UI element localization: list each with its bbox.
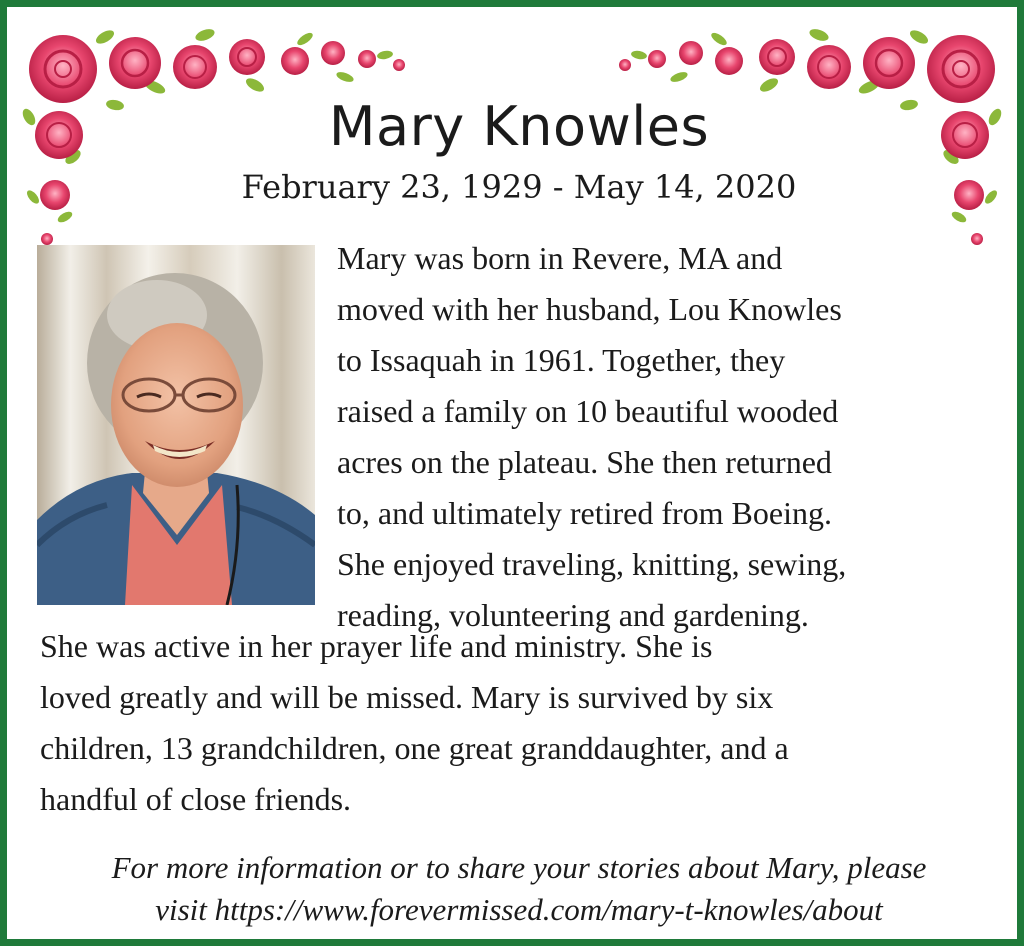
portrait-photo <box>37 245 315 605</box>
text-line: raised a family on 10 beautiful wooded <box>337 393 839 429</box>
text-line: to Issaquah in 1961. Together, they <box>337 342 786 378</box>
text-line: loved greatly and will be missed. Mary is survived by six <box>40 679 774 715</box>
more-info-note <box>7 847 1024 931</box>
portrait-illustration <box>37 245 315 605</box>
text-line: She was active in her prayer life and ministry. She is <box>40 628 713 664</box>
obituary-text-full-width <box>40 621 1020 825</box>
text-line: moved with her husband, Lou Knowles <box>337 291 842 327</box>
obituary-text-beside-photo <box>337 233 1017 641</box>
text-line: She enjoyed traveling, knitting, sewing, <box>337 546 847 582</box>
text-line: handful of close friends. <box>40 781 352 817</box>
text-line: acres on the plateau. She then returned <box>337 444 832 480</box>
text-line: reading, volunteering and gardening. <box>337 597 809 633</box>
text-line: to, and ultimately retired from Boeing. <box>337 495 832 531</box>
info-line: For more information or to share your stories about Mary, please <box>111 850 927 885</box>
life-dates: February 23, 1929 - May 14, 2020 <box>241 168 797 206</box>
deceased-name: Mary Knowles <box>328 95 710 158</box>
text-line: children, 13 grandchildren, one great granddaughter, and a <box>40 730 789 766</box>
info-url-line: visit https://www.forevermissed.com/mary-t-knowles/about <box>155 892 883 927</box>
text-line: Mary was born in Revere, MA and <box>337 240 783 276</box>
